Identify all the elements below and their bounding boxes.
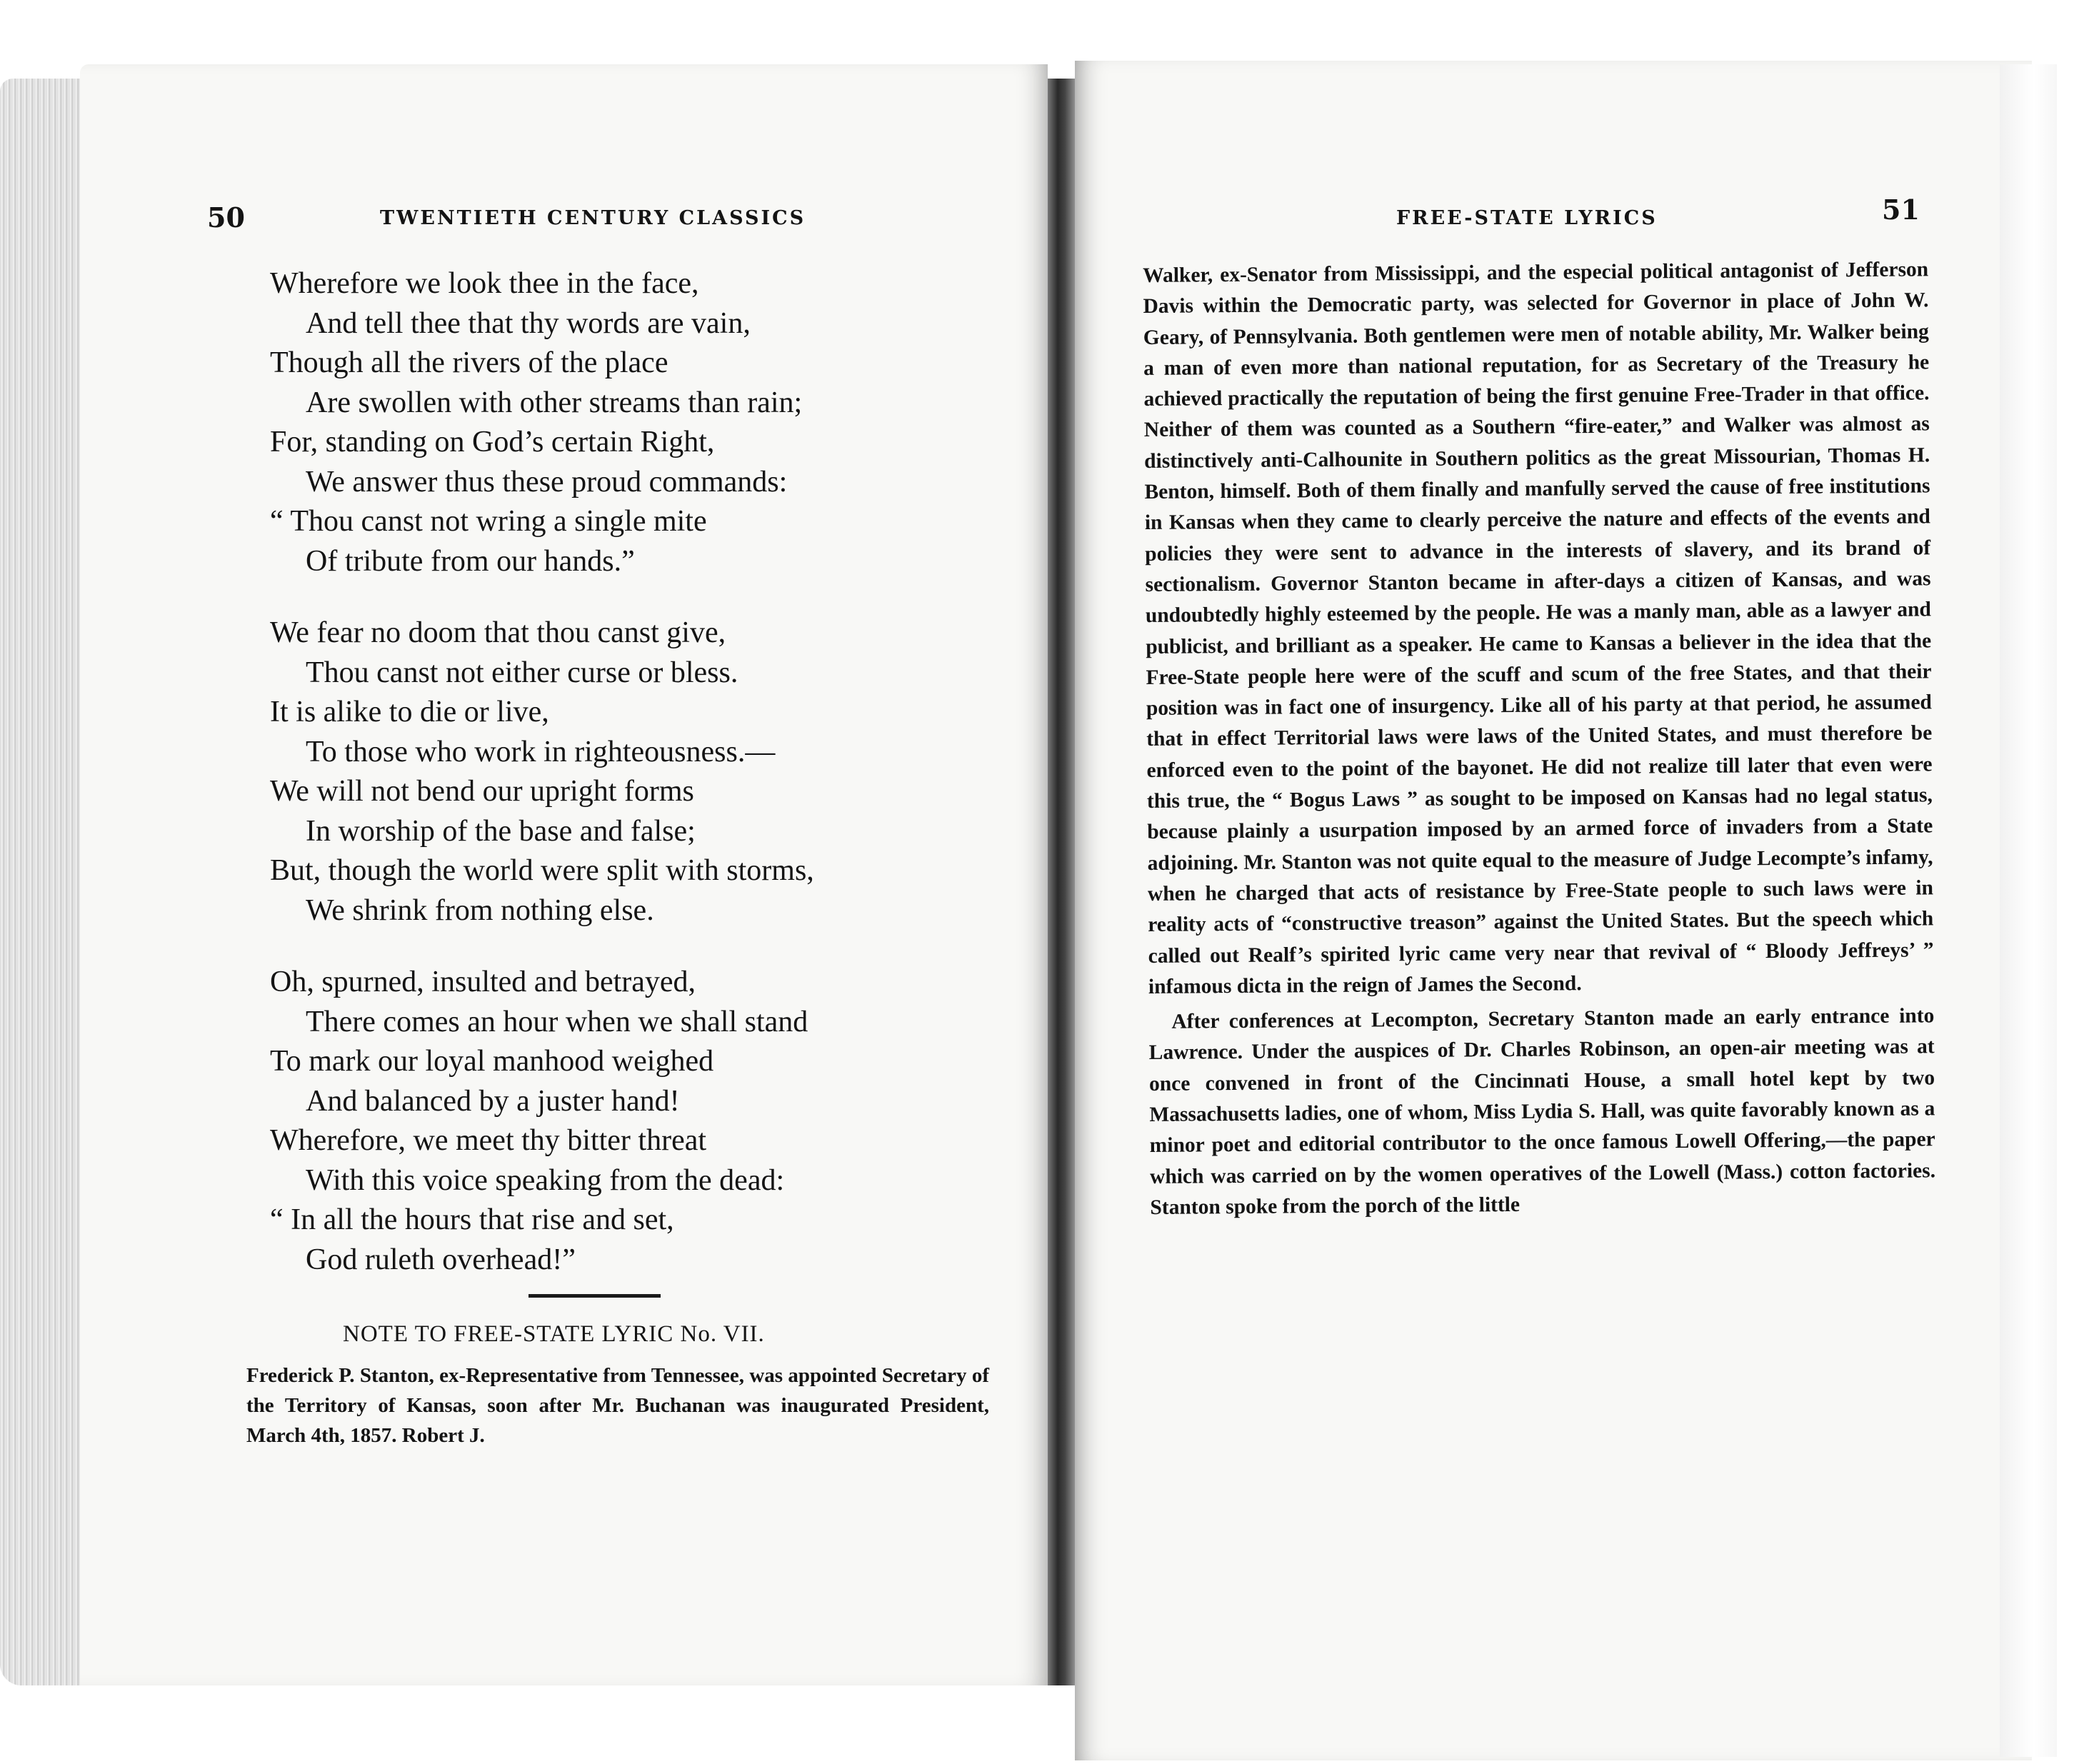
poem-line: We will not bend our upright forms <box>270 775 694 808</box>
poem-line: God ruleth overhead!” <box>306 1243 576 1276</box>
poem-line: To those who work in righteousness.— <box>306 735 776 768</box>
running-head-left: TWENTIETH CENTURY CLASSICS <box>380 207 806 229</box>
poem-line: In worship of the base and false; <box>306 814 696 848</box>
prose-paragraph: After conferences at Lecompton, Secretary Stanton made an early entrance into Lawrence. Under the auspices of Dr. Charles Robinson, an open-air meeting was at once convened in front of the Cincinnati House, a small hotel kept by two Massachusetts ladies, one of whom, Miss Lydia S. Hall, was quite favorably known as a minor poet and editorial contributor to the once famous Lowell Offering,—the paper which was carried on by the women operatives of the Lowell (Mass.) cotton factories. Stanton spoke from the porch of the little <box>1148 1004 1936 1219</box>
poem-line: Of tribute from our hands.” <box>306 544 635 578</box>
poem-line: Thou canst not either curse or bless. <box>306 656 738 689</box>
poem-line: For, standing on God’s certain Right, <box>270 426 715 458</box>
poem-line: We fear no doom that thou canst give, <box>270 616 726 649</box>
book-page-edges-left <box>0 79 84 1685</box>
section-rule <box>528 1294 661 1298</box>
note-body: Frederick P. Stanton, ex-Representative from Tennessee, was appointed Secretary of the Territory of Kansas, soon after Mr. Buchanan was inaugurated President, March 4th, 1857. Robert J. <box>246 1364 989 1447</box>
poem-line: And tell thee that thy words are vain, <box>306 306 751 340</box>
prose-paragraph: Walker, ex-Senator from Mississippi, and the especial political antagonist of Jefferson Davis within the Democratic party, was selected for Governor in place of John W. Geary, of Pennsylvania. Both gentlemen were men of notable ability, Mr. Walker being a man of even more than national reputation, for as Secretary of the Treasury he achieved practically the reputation of being the first genuine Free-Trader in that office. Neither of them was counted as a Southern “fire-eater,” and Walker was almost as distinctively anti-Calhounite in Southern politics as the great Missourian, Thomas H. Benton, himself. Both of them finally and manfully served the cause of free institutions in Kansas when they came to clearly perceive the nature and effects of the events and policies they were sent to advance in the interests of slavery, and its brand of sectionalism. Governor Stanton became in after-days a citizen of Kansas, and was undoubtedly highly esteemed by the people. He was a manly man, able as a lawyer and publicist, and brilliant as a speaker. He came to Kansas a believer in the idea that the Free-State people here were of the scuff and scum of the free States, and that their position was in fact one of insurgency. Like all of his party at that period, he assumed that in effect Territorial laws were laws of the United States, and must therefore be enforced even to the point of the bayonet. He did not realize till later that even were this true, the “ Bogus Laws ” as sought to be imposed on Kansas had no legal status, because plainly a usurpation imposed by an armed force of invaders from a State adjoining. Mr. Stanton was not quite equal to the measure of Judge Lecompte’s infamy, when he charged that acts of resistance by Free-State people to such laws were in reality acts of “constructive treason” against the United States. But the speech which called out Realf’s spirited lyric came very near that revival of “ Bloody Jeffreys’ ” infamous dicta in the reign of James the Second. <box>1143 258 1934 998</box>
poem-line: Oh, spurned, insulted and betrayed, <box>270 966 696 998</box>
book-gutter <box>1048 79 1076 1685</box>
poem-stanza <box>270 613 814 931</box>
running-head-right: FREE-STATE LYRICS <box>1396 207 1658 229</box>
poem-line: Wherefore, we meet thy bitter threat <box>270 1124 707 1157</box>
poem-line: Though all the rivers of the place <box>270 346 668 379</box>
poem-line: It is alike to die or live, <box>270 696 549 728</box>
poem-line: “ In all the hours that rise and set, <box>270 1203 674 1236</box>
poem-line: With this voice speaking from the dead: <box>306 1163 785 1197</box>
poem-stanza <box>270 963 814 1280</box>
page-number-right: 51 <box>1882 194 1920 226</box>
book-page-edges-right <box>2000 64 2057 1757</box>
poem-line: “ Thou canst not wring a single mite <box>270 505 707 538</box>
poem <box>270 264 814 1312</box>
poem-line: We shrink from nothing else. <box>306 893 654 927</box>
poem-line: Wherefore we look thee in the face, <box>270 267 699 300</box>
poem-line: There comes an hour when we shall stand <box>306 1005 808 1038</box>
poem-line: We answer thus these proud commands: <box>306 465 788 498</box>
poem-line: Are swollen with other streams than rain; <box>306 386 803 419</box>
poem-stanza <box>270 264 814 581</box>
page-number-left: 50 <box>207 201 245 234</box>
prose-text <box>1143 254 1936 1223</box>
poem-line: To mark our loyal manhood weighed <box>270 1045 714 1078</box>
note-title: NOTE TO FREE-STATE LYRIC No. VII. <box>343 1321 765 1347</box>
poem-line: But, though the world were split with storms, <box>270 854 814 887</box>
poem-line: And balanced by a juster hand! <box>306 1084 680 1118</box>
